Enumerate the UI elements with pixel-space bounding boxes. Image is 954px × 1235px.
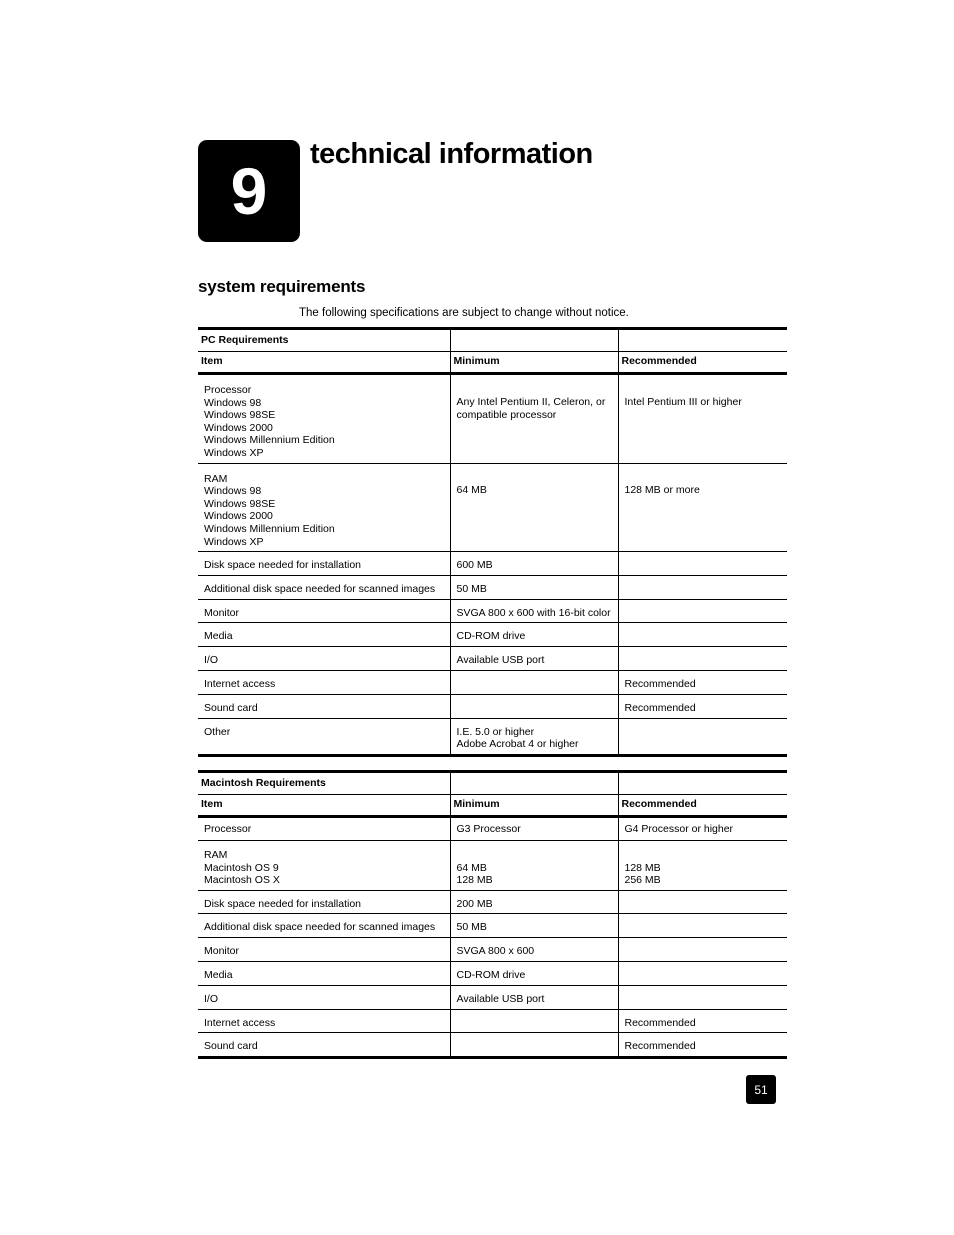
cell-text: Windows 2000 (204, 421, 273, 434)
table-row (198, 463, 787, 552)
item-cell (198, 985, 450, 1009)
chapter-number-badge (198, 140, 300, 242)
item-cell (198, 552, 450, 576)
cell-text: 50 MB (456, 921, 487, 934)
minimum-cell (450, 914, 618, 938)
item-cell (198, 1009, 450, 1033)
cell-text: I/O (204, 654, 219, 667)
column-header-recommended: Recommended (618, 795, 787, 817)
minimum-cell (450, 938, 618, 962)
recommended-cell (618, 623, 787, 647)
chapter-title: technical information (310, 138, 593, 170)
table-row (198, 914, 787, 938)
cell-text: Internet access (204, 1016, 276, 1029)
cell-text: Recommended (624, 1040, 696, 1053)
recommended-cell (618, 575, 787, 599)
cell-text: Available USB port (456, 992, 545, 1005)
recommended-cell (618, 718, 787, 755)
table-row (198, 374, 787, 464)
table-title-row (198, 772, 787, 795)
item-cell (198, 463, 450, 552)
table-row (198, 985, 787, 1009)
table-row (198, 599, 787, 623)
cell-text: Media (204, 630, 233, 643)
minimum-cell (450, 374, 618, 464)
table-row (198, 1009, 787, 1033)
item-cell (198, 817, 450, 841)
cell-text: Recommended (624, 1016, 696, 1029)
cell-text: G3 Processor (456, 823, 521, 835)
minimum-cell (450, 817, 618, 841)
cell-text: 64 MB (456, 483, 487, 496)
cell-text: CD-ROM drive (456, 968, 526, 981)
recommended-cell (618, 599, 787, 623)
chapter-number: 9 (230, 154, 268, 228)
recommended-cell (618, 985, 787, 1009)
table-header-row (198, 795, 787, 817)
cell-text: Windows 98SE (204, 497, 276, 510)
recommended-cell (618, 1009, 787, 1033)
cell-text: Disk space needed for installation (204, 559, 362, 572)
cell-text: Sound card (204, 1040, 258, 1053)
minimum-cell (450, 670, 618, 694)
minimum-cell (450, 718, 618, 755)
table-row (198, 961, 787, 985)
column-header-item: Item (198, 795, 450, 817)
column-header-item: Item (198, 352, 450, 374)
recommended-cell (618, 961, 787, 985)
table-title-empty (618, 329, 787, 352)
table-row (198, 890, 787, 914)
table-title-empty (450, 772, 618, 795)
table-row (198, 938, 787, 962)
minimum-cell (450, 647, 618, 671)
recommended-cell (618, 552, 787, 576)
table-title: Macintosh Requirements (198, 772, 450, 795)
cell-text (457, 849, 614, 862)
item-cell (198, 718, 450, 755)
cell-text: I/O (204, 992, 219, 1005)
cell-text: Monitor (204, 606, 240, 619)
item-cell (198, 1033, 450, 1058)
cell-text: Windows XP (204, 535, 264, 548)
recommended-cell (618, 914, 787, 938)
cell-text: G4 Processor or higher (624, 823, 734, 835)
table-body (198, 374, 787, 756)
mac-requirements-table (198, 770, 787, 1059)
recommended-cell (618, 841, 787, 891)
cell-text: Any Intel Pentium II, Celeron, or compatible processor (456, 396, 606, 421)
cell-text: Recommended (624, 701, 696, 714)
recommended-cell (618, 647, 787, 671)
item-cell (198, 938, 450, 962)
table-header-row (198, 352, 787, 374)
cell-text: 128 MB (624, 861, 661, 874)
cell-text: 128 MB or more (624, 483, 700, 496)
recommended-cell (618, 1033, 787, 1058)
cell-text: RAM (204, 472, 228, 485)
table-row (198, 575, 787, 599)
recommended-cell (618, 694, 787, 718)
pc-requirements-table (198, 327, 787, 757)
minimum-cell (450, 575, 618, 599)
table-row (198, 623, 787, 647)
cell-text: Recommended (624, 677, 696, 690)
cell-text: Adobe Acrobat 4 or higher (456, 738, 579, 751)
recommended-cell (618, 938, 787, 962)
section-intro: The following specifications are subject to change without notice. (299, 307, 629, 319)
minimum-cell (450, 961, 618, 985)
minimum-cell (450, 623, 618, 647)
recommended-cell (618, 817, 787, 841)
cell-text: Windows 98 (204, 396, 262, 409)
minimum-cell (450, 841, 618, 891)
item-cell (198, 599, 450, 623)
item-cell (198, 694, 450, 718)
cell-text: 50 MB (456, 582, 487, 595)
cell-text: SVGA 800 x 600 with 16-bit color (456, 606, 611, 619)
recommended-cell (618, 670, 787, 694)
table-row (198, 552, 787, 576)
cell-text (625, 849, 784, 862)
cell-text: 600 MB (456, 559, 493, 572)
cell-text: SVGA 800 x 600 (456, 945, 535, 958)
item-cell (198, 647, 450, 671)
cell-text: RAM (204, 849, 228, 861)
table-title-empty (618, 772, 787, 795)
recommended-cell (618, 374, 787, 464)
item-cell (198, 841, 450, 891)
cell-text: Additional disk space needed for scanned images (204, 582, 436, 595)
minimum-cell (450, 552, 618, 576)
cell-text: Internet access (204, 677, 276, 690)
minimum-cell (450, 890, 618, 914)
item-cell (198, 961, 450, 985)
item-cell (198, 374, 450, 464)
cell-text: I.E. 5.0 or higher (456, 725, 535, 738)
table-body (198, 817, 787, 1058)
cell-text: Intel Pentium III or higher (624, 396, 742, 408)
column-header-recommended: Recommended (618, 352, 787, 374)
table-row (198, 647, 787, 671)
minimum-cell (450, 985, 618, 1009)
table-row (198, 718, 787, 755)
cell-text: Windows 2000 (204, 510, 273, 523)
item-cell (198, 670, 450, 694)
cell-text: Processor (204, 384, 252, 396)
cell-text: Macintosh OS X (204, 874, 280, 887)
cell-text: Windows Millennium Edition (204, 434, 335, 447)
cell-text: CD-ROM drive (456, 630, 526, 643)
table-row (198, 670, 787, 694)
cell-text: Windows 98 (204, 485, 262, 498)
cell-text: Disk space needed for installation (204, 897, 362, 910)
minimum-cell (450, 1009, 618, 1033)
section-title: system requirements (198, 277, 366, 296)
item-cell (198, 890, 450, 914)
cell-text: 200 MB (456, 897, 493, 910)
minimum-cell (450, 599, 618, 623)
recommended-cell (618, 463, 787, 552)
column-header-minimum: Minimum (450, 352, 618, 374)
cell-text: Macintosh OS 9 (204, 861, 279, 874)
minimum-cell (450, 1033, 618, 1058)
cell-text: Additional disk space needed for scanned images (204, 921, 436, 934)
item-cell (198, 575, 450, 599)
cell-text: 128 MB (456, 874, 493, 887)
table-row (198, 1033, 787, 1058)
cell-text: Sound card (204, 701, 258, 714)
minimum-cell (450, 463, 618, 552)
cell-text: Windows XP (204, 446, 264, 459)
page-number: 51 (746, 1075, 776, 1104)
cell-text: Other (204, 725, 231, 738)
cell-text: Windows Millennium Edition (204, 522, 335, 535)
cell-text: Media (204, 968, 233, 981)
column-header-minimum: Minimum (450, 795, 618, 817)
table-title-row (198, 329, 787, 352)
item-cell (198, 914, 450, 938)
cell-text: Processor (204, 823, 252, 835)
cell-text: 256 MB (624, 874, 661, 887)
recommended-cell (618, 890, 787, 914)
cell-text: Available USB port (456, 654, 545, 667)
cell-text: Monitor (204, 945, 240, 958)
table-row (198, 817, 787, 841)
table-row (198, 841, 787, 891)
cell-text: Windows 98SE (204, 409, 276, 422)
cell-text: 64 MB (456, 861, 487, 874)
minimum-cell (450, 694, 618, 718)
item-cell (198, 623, 450, 647)
table-title: PC Requirements (198, 329, 450, 352)
table-row (198, 694, 787, 718)
table-title-empty (450, 329, 618, 352)
